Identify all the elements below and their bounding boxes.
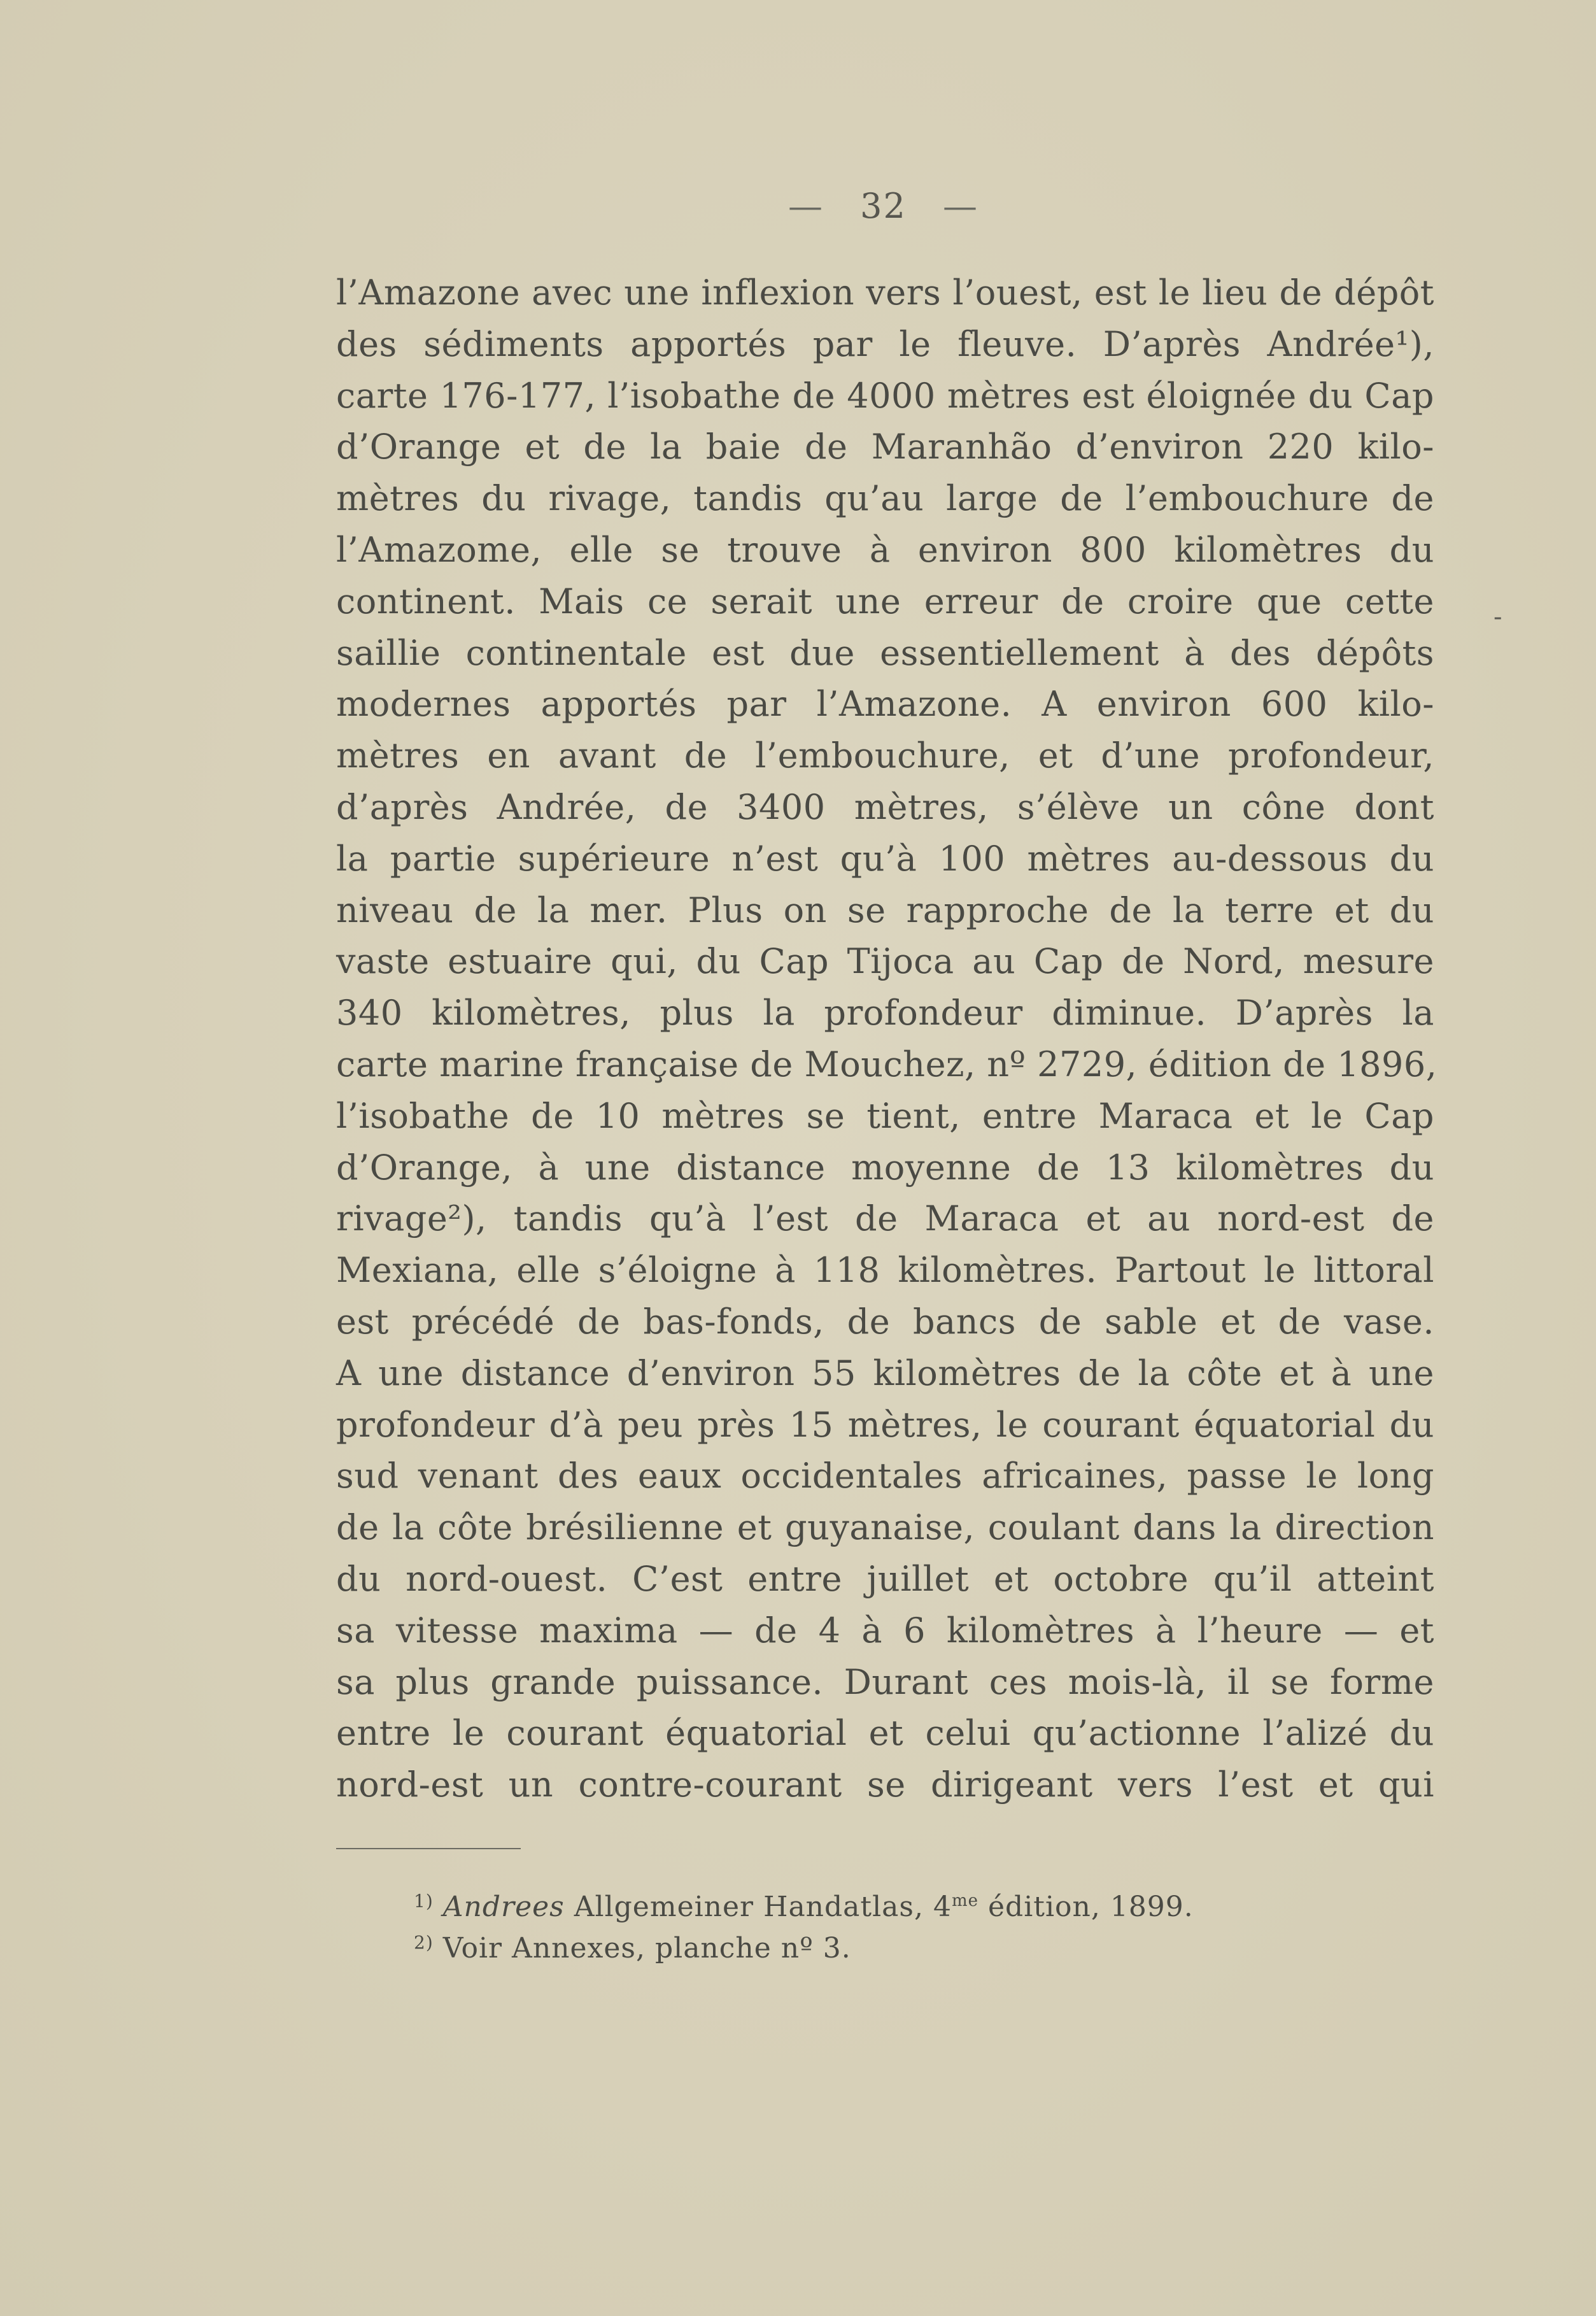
text-line: A une distance d’environ 55 kilomètres de la côte et à une bbox=[336, 1353, 1434, 1393]
text-line: sud venant des eaux occidentales africaines, passe le long bbox=[336, 1456, 1434, 1496]
text-line: continent. Mais ce serait une erreur de croire que cette bbox=[336, 581, 1434, 622]
text-line: mètres du rivage, tandis qu’au large de l’embouchure de bbox=[336, 478, 1434, 519]
text-line: de la côte brésilienne et guyanaise, coulant dans la direction bbox=[336, 1507, 1434, 1548]
text-line: nord-est un contre-courant se dirigeant vers l’est et qui bbox=[336, 1765, 1434, 1805]
footnote-marker: 2) bbox=[414, 1932, 434, 1953]
text-line: d’après Andrée, de 3400 mètres, s’élève un cône dont bbox=[336, 786, 1434, 827]
text-line: d’Orange et de la baie de Maranhão d’environ 220 kilo- bbox=[336, 427, 1434, 467]
text-line: modernes apportés par l’Amazone. A environ 600 kilo- bbox=[336, 684, 1434, 725]
footnote-divider bbox=[336, 1848, 521, 1849]
text-line: saillie continentale est due essentiellement à des dépôts bbox=[336, 632, 1434, 673]
text-line: sa vitesse maxima — de 4 à 6 kilomètres à l’heure — et bbox=[336, 1610, 1434, 1651]
footnotes bbox=[414, 1880, 1369, 1964]
text-line: Mexiana, elle s’éloigne à 118 kilomètres. Partout le littoral bbox=[336, 1250, 1434, 1291]
footnote-text: Allgemeiner Handatlas, 4 bbox=[564, 1891, 952, 1923]
footnote-superscript: me bbox=[951, 1891, 978, 1910]
text-line: entre le courant équatorial et celui qu’actionne l’alizé du bbox=[336, 1713, 1434, 1754]
text-line: niveau de la mer. Plus on se rapproche de la terre et du bbox=[336, 890, 1434, 930]
footnote-text-end: édition, 1899. bbox=[978, 1891, 1194, 1923]
page-number: 32 bbox=[860, 186, 907, 226]
header-dash-right: — bbox=[943, 186, 979, 226]
text-line: la partie supérieure n’est qu’à 100 mètres au-dessous du bbox=[336, 838, 1434, 879]
text-line: l’Amazone avec une inflexion vers l’ouest, est le lieu de dépôt bbox=[336, 273, 1434, 313]
text-line: l’Amazome, elle se trouve à environ 800 kilomètres du bbox=[336, 529, 1434, 570]
footnote-text: Voir Annexes, planche nº 3. bbox=[433, 1932, 851, 1964]
text-line: du nord-ouest. C’est entre juillet et octobre qu’il atteint bbox=[336, 1558, 1434, 1599]
text-line: l’isobathe de 10 mètres se tient, entre Maraca et le Cap bbox=[336, 1095, 1434, 1136]
text-line: vaste estuaire qui, du Cap Tijoca au Cap de Nord, mesure bbox=[336, 941, 1434, 982]
text-line: mètres en avant de l’embouchure, et d’une profondeur, bbox=[336, 735, 1434, 776]
text-line: carte marine française de Mouchez, nº 2729, édition de 1896, bbox=[336, 1044, 1437, 1084]
page-header bbox=[0, 186, 1596, 226]
text-line: 340 kilomètres, plus la profondeur diminue. D’après la bbox=[336, 993, 1434, 1034]
text-line: rivage²), tandis qu’à l’est de Maraca et au nord-est de bbox=[336, 1198, 1434, 1239]
footnote-2 bbox=[414, 1922, 1369, 1964]
footnote-marker: 1) bbox=[414, 1891, 434, 1912]
text-line: des sédiments apportés par le fleuve. D’après Andrée¹), bbox=[336, 323, 1434, 364]
text-line: est précédé de bas-fonds, de bancs de sable et de vase. bbox=[336, 1301, 1434, 1342]
footnote-1 bbox=[414, 1880, 1369, 1922]
text-line: sa plus grande puissance. Durant ces mois-là, il se forme bbox=[336, 1661, 1434, 1702]
header-dash-left: — bbox=[787, 186, 824, 226]
text-line: carte 176-177, l’isobathe de 4000 mètres est éloignée du Cap bbox=[336, 375, 1434, 416]
margin-mark: - bbox=[1494, 602, 1502, 632]
body-paragraph bbox=[336, 267, 1437, 1811]
text-line: d’Orange, à une distance moyenne de 13 kilomètres du bbox=[336, 1147, 1434, 1188]
footnote-author: Andrees bbox=[442, 1891, 565, 1923]
text-line: profondeur d’à peu près 15 mètres, le courant équatorial du bbox=[336, 1404, 1434, 1445]
